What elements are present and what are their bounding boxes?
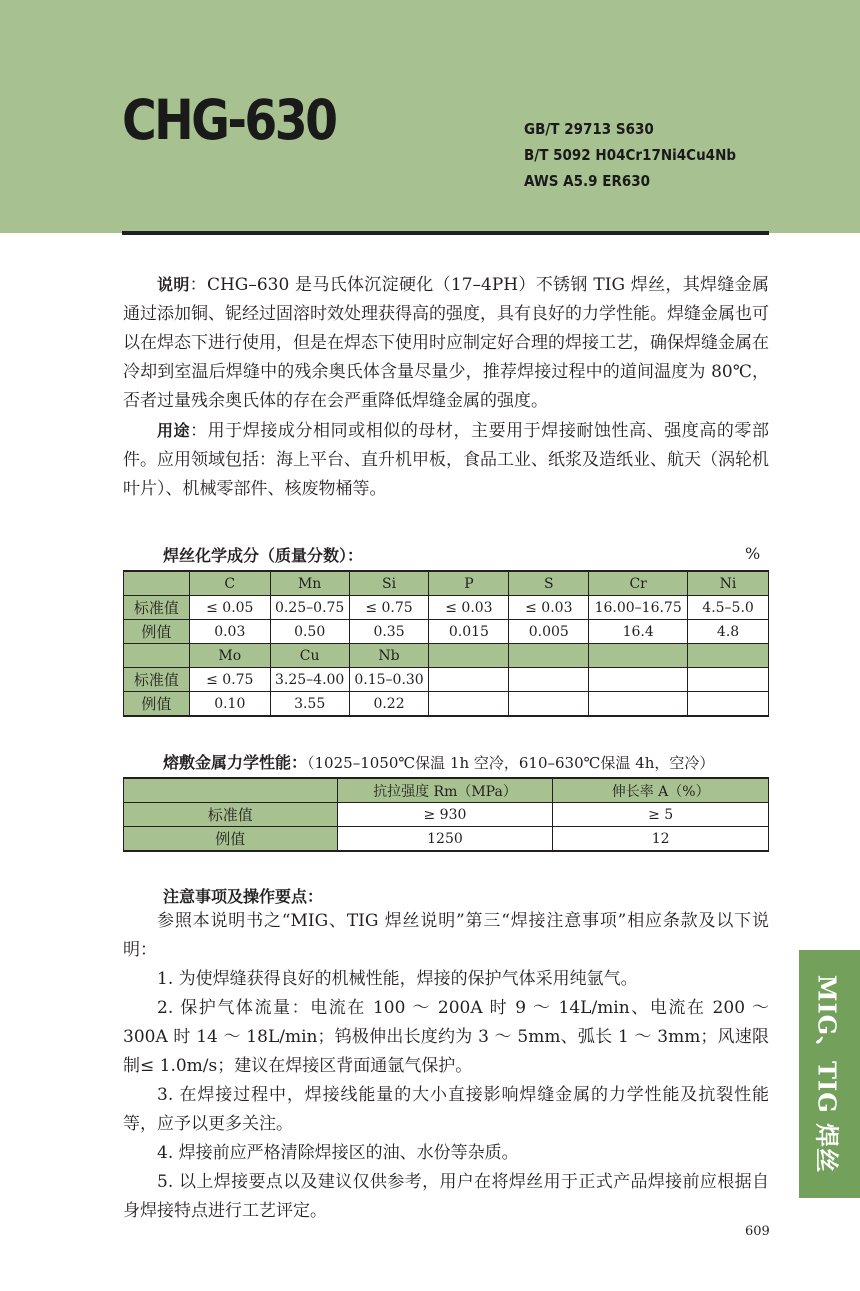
table-cell: 16.00–16.75 xyxy=(589,596,688,620)
table-cell xyxy=(509,644,589,668)
mech-title: 熔敷金属力学性能： xyxy=(163,753,308,772)
row-header-cell: 标准值 xyxy=(124,803,338,827)
table-header-cell: C xyxy=(189,571,270,596)
row-header-cell: 标准值 xyxy=(124,668,190,692)
notes-text xyxy=(123,907,769,1226)
row-header-cell: 例值 xyxy=(124,620,190,644)
table-cell xyxy=(124,644,190,668)
table-cell: 4.8 xyxy=(688,620,769,644)
table-header-cell: Mn xyxy=(270,571,349,596)
table-row xyxy=(124,620,769,644)
mech-note: （1025–1050℃保温 1h 空冷，610–630℃保温 4h，空冷） xyxy=(307,754,715,772)
table-cell xyxy=(589,692,688,717)
table-cell: 1250 xyxy=(337,827,553,852)
table-cell: 0.22 xyxy=(349,692,429,717)
table-row xyxy=(124,571,769,596)
table-cell xyxy=(509,668,589,692)
row-header-cell: 例值 xyxy=(124,692,190,717)
header-rule xyxy=(122,231,769,235)
standards-list xyxy=(524,116,736,194)
table-row xyxy=(124,596,769,620)
table-cell: 0.03 xyxy=(189,620,270,644)
table-cell: ≤ 0.75 xyxy=(349,596,429,620)
mechanical-properties-table xyxy=(123,777,769,852)
page-number: 609 xyxy=(745,1224,770,1239)
chem-title: 焊丝化学成分（质量分数）： xyxy=(163,546,364,565)
table-row xyxy=(124,803,769,827)
table-row xyxy=(124,827,769,852)
table-cell xyxy=(688,668,769,692)
table-cell: 4.5–5.0 xyxy=(688,596,769,620)
section-side-tab xyxy=(799,950,860,1198)
table-header-cell: Nb xyxy=(349,644,429,668)
table-cell: ≤ 0.75 xyxy=(189,668,270,692)
intro-text xyxy=(123,270,769,504)
notes-title: 注意事项及操作要点： xyxy=(163,887,324,906)
table-cell: 0.35 xyxy=(349,620,429,644)
table-cell: ≤ 0.05 xyxy=(189,596,270,620)
row-header-cell: 例值 xyxy=(124,827,338,852)
table-cell xyxy=(429,668,509,692)
row-header-cell: 标准值 xyxy=(124,596,190,620)
table-cell xyxy=(509,692,589,717)
standard-gb: GB/T 29713 S630 xyxy=(524,120,654,138)
table-cell: 16.4 xyxy=(589,620,688,644)
table-cell xyxy=(589,668,688,692)
notes-intro: 参照本说明书之“MIG、TIG 焊丝说明”第三“焊接注意事项”相应条款及以下说明： xyxy=(123,911,769,960)
table-cell xyxy=(124,778,338,803)
table-row xyxy=(124,692,769,717)
table-row xyxy=(124,668,769,692)
table-header-cell: 伸长率 A（%） xyxy=(553,778,769,803)
table-cell xyxy=(589,644,688,668)
list-item: 4. 焊接前应严格清除焊接区的油、水份等杂质。 xyxy=(157,1143,519,1163)
standard-bt: B/T 5092 H04Cr17Ni4Cu4Nb xyxy=(524,146,737,164)
table-cell: 12 xyxy=(553,827,769,852)
table-header-cell: S xyxy=(509,571,589,596)
table-cell xyxy=(688,692,769,717)
description-label: 说明 xyxy=(157,275,190,294)
table-header-cell: Mo xyxy=(189,644,270,668)
usage-label: 用途 xyxy=(157,421,191,440)
chem-unit: % xyxy=(745,544,761,563)
list-item: 2. 保护气体流量：电流在 100 ～ 200A 时 9 ～ 14L/min、电流在 200 ～ 300A 时 14 ～ 18L/min；钨极伸出长度约为 3 ～ 5mm、弧长 1 ～ 3mm；风速限制≤ 1.0m/s；建议在焊接区背面通氩气保护。 xyxy=(123,998,769,1076)
chemical-composition-table xyxy=(123,570,769,717)
table-cell xyxy=(688,644,769,668)
table-cell: ≤ 0.03 xyxy=(429,596,509,620)
table-cell xyxy=(429,692,509,717)
usage-text: ：用于焊接成分相同或相似的母材，主要用于焊接耐蚀性高、强度高的零部件。应用领域包括：海上平台、直升机甲板，食品工业、纸浆及造纸业、航天（涡轮机叶片）、机械零部件、核废物桶等。 xyxy=(123,421,769,499)
table-cell: 0.005 xyxy=(509,620,589,644)
list-item: 5. 以上焊接要点以及建议仅供参考，用户在将焊丝用于正式产品焊接前应根据自身焊接特点进行工艺评定。 xyxy=(123,1172,769,1221)
table-cell: 0.10 xyxy=(189,692,270,717)
table-header-cell: Cu xyxy=(270,644,349,668)
table-header-cell: 抗拉强度 Rm（MPa） xyxy=(337,778,553,803)
usage-paragraph xyxy=(123,416,769,504)
table-cell: 0.15–0.30 xyxy=(349,668,429,692)
table-cell: 0.25–0.75 xyxy=(270,596,349,620)
table-cell: 0.015 xyxy=(429,620,509,644)
table-cell xyxy=(429,644,509,668)
list-item: 3. 在焊接过程中，焊接线能量的大小直接影响焊缝金属的力学性能及抗裂性能等，应予以更多关注。 xyxy=(123,1085,769,1134)
description-paragraph xyxy=(123,270,769,416)
mech-title-line xyxy=(163,750,714,773)
page-title: CHG-630 xyxy=(122,88,336,152)
table-cell: 3.55 xyxy=(270,692,349,717)
table-header-cell: Si xyxy=(349,571,429,596)
standard-aws: AWS A5.9 ER630 xyxy=(524,172,651,190)
table-row xyxy=(124,644,769,668)
table-row xyxy=(124,778,769,803)
list-item: 1. 为使焊缝获得良好的机械性能，焊接的保护气体采用纯氩气。 xyxy=(157,969,638,989)
table-cell: ≤ 0.03 xyxy=(509,596,589,620)
table-cell xyxy=(124,571,190,596)
table-cell: 0.50 xyxy=(270,620,349,644)
table-cell: 3.25–4.00 xyxy=(270,668,349,692)
table-header-cell: P xyxy=(429,571,509,596)
table-header-cell: Cr xyxy=(589,571,688,596)
table-cell: ≥ 5 xyxy=(553,803,769,827)
side-tab-label: MIG、TIG 焊丝 xyxy=(812,974,842,1174)
description-text: ：CHG–630 是马氏体沉淀硬化（17–4PH）不锈钢 TIG 焊丝，其焊缝金属通过添加铜、铌经过固溶时效处理获得高的强度，具有良好的力学性能。焊缝金属也可以在焊态下进行使用，但是在焊态下使用时应制定好合理的焊接工艺，确保焊缝金属在冷却到室温后焊缝中的残余奥氏体含量尽量少，推荐焊接过程中的道间温度为 80℃，否者过量残余奥氏体的存在会严重降低焊缝金属的强度。 xyxy=(123,275,769,411)
table-cell: ≥ 930 xyxy=(337,803,553,827)
header-band xyxy=(0,0,860,233)
table-header-cell: Ni xyxy=(688,571,769,596)
